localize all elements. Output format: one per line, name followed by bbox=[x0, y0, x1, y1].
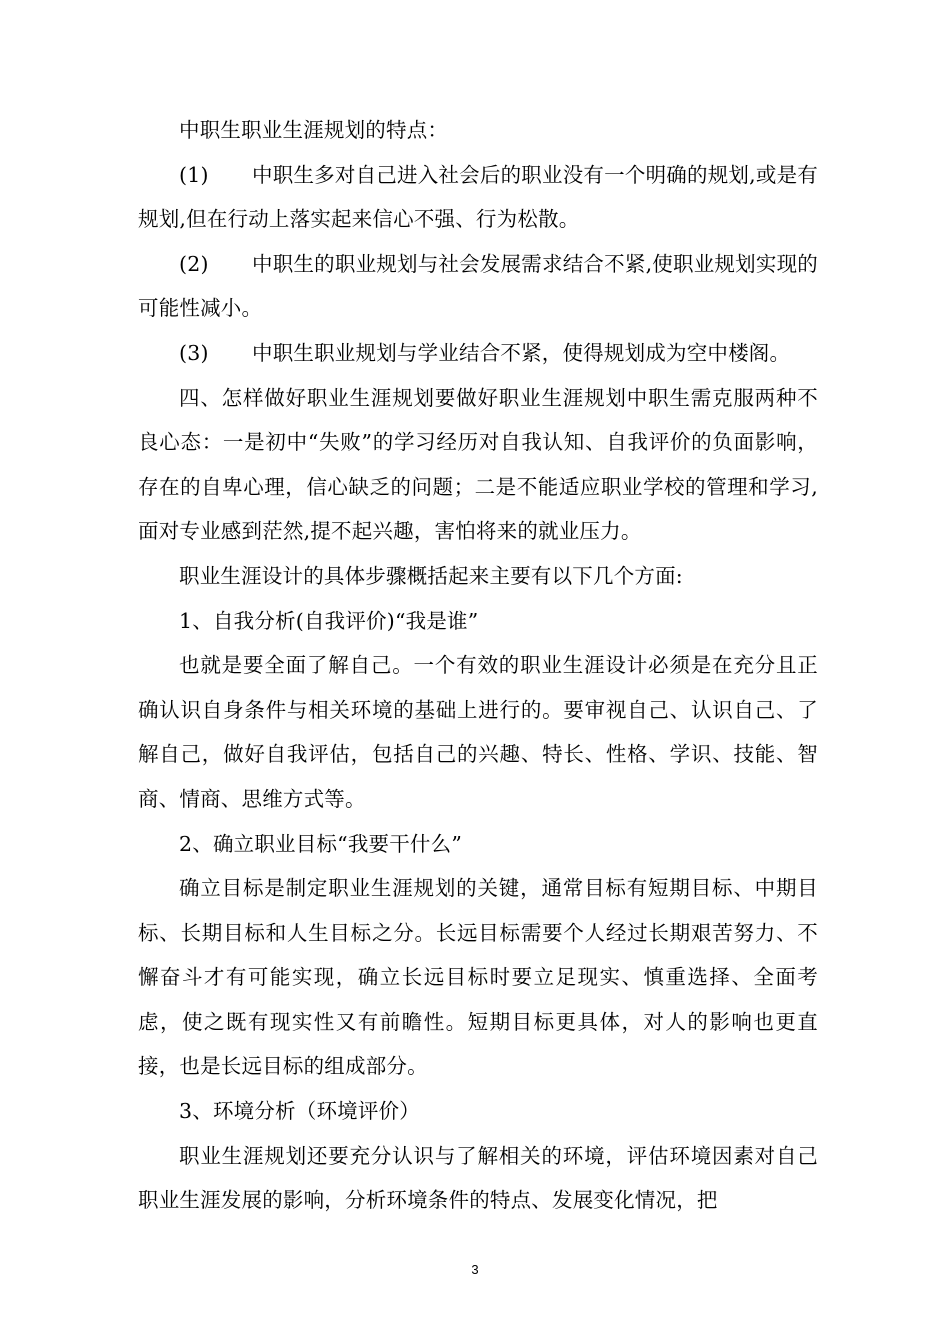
paragraph-steps-intro: 职业生涯设计的具体步骤概括起来主要有以下几个方面: bbox=[179, 563, 683, 588]
paragraph-step-2-body: 确立目标是制定职业生涯规划的关键，通常目标有短期目标、中期目标、长期目标和人生目标之分。长远目标需要个人经过长期艰苦努力、不懈奋斗才有可能实现，确立长远目标时要立足现实、慎重选择、全面考虑，使之既有现实性又有前瞻性。短期目标更具体，对人的影响也更直接，也是长远目标的组成部分。 bbox=[138, 876, 818, 1079]
list-item-text: 中职生的职业规划与社会发展需求结合不紧,使职业规划实现的可能性减小。 bbox=[138, 251, 818, 321]
heading-step-3: 3、环境分析（环境评价） bbox=[179, 1099, 420, 1124]
page-number: 3 bbox=[471, 1262, 479, 1277]
list-item-1 bbox=[138, 153, 818, 242]
list-item-3 bbox=[138, 331, 818, 376]
heading-step-1: 1、自我分析(自我评价)“我是谁” bbox=[179, 608, 479, 633]
list-item-text: 中职生职业规划与学业结合不紧，使得规划成为空中楼阁。 bbox=[252, 340, 791, 365]
list-item-2 bbox=[138, 242, 818, 331]
paragraph-step-3-body: 职业生涯规划还要充分认识与了解相关的环境，评估环境因素对自己职业生涯发展的影响，分析环境条件的特点、发展变化情况，把 bbox=[138, 1143, 818, 1213]
paragraph-features-heading: 中职生职业生涯规划的特点： bbox=[179, 118, 449, 142]
heading-step-2: 2、确立职业目标“我要干什么” bbox=[179, 831, 463, 856]
list-item-number: (1) bbox=[179, 162, 209, 187]
list-item-number: (3) bbox=[179, 340, 209, 365]
document-body bbox=[138, 108, 818, 1223]
paragraph-step-1-body: 也就是要全面了解自己。一个有效的职业生涯设计必须是在充分且正确认识自身条件与相关环境的基础上进行的。要审视自己、认识自己、了解自己，做好自我评估，包括自己的兴趣、特长、性格、学识、技能、智商、情商、思维方式等。 bbox=[138, 653, 818, 811]
paragraph-section-four: 四、怎样做好职业生涯规划要做好职业生涯规划中职生需克服两种不良心态：一是初中“失败”的学习经历对自我认知、自我评价的负面影响，存在的自卑心理，信心缺乏的问题；二是不能适应职业学校的管理和学习,面对专业感到茫然,提不起兴趣，害怕将来的就业压力。 bbox=[138, 385, 818, 544]
list-item-number: (2) bbox=[179, 251, 209, 276]
list-item-text: 中职生多对自己进入社会后的职业没有一个明确的规划,或是有规划,但在行动上落实起来信心不强、行为松散。 bbox=[138, 162, 818, 232]
